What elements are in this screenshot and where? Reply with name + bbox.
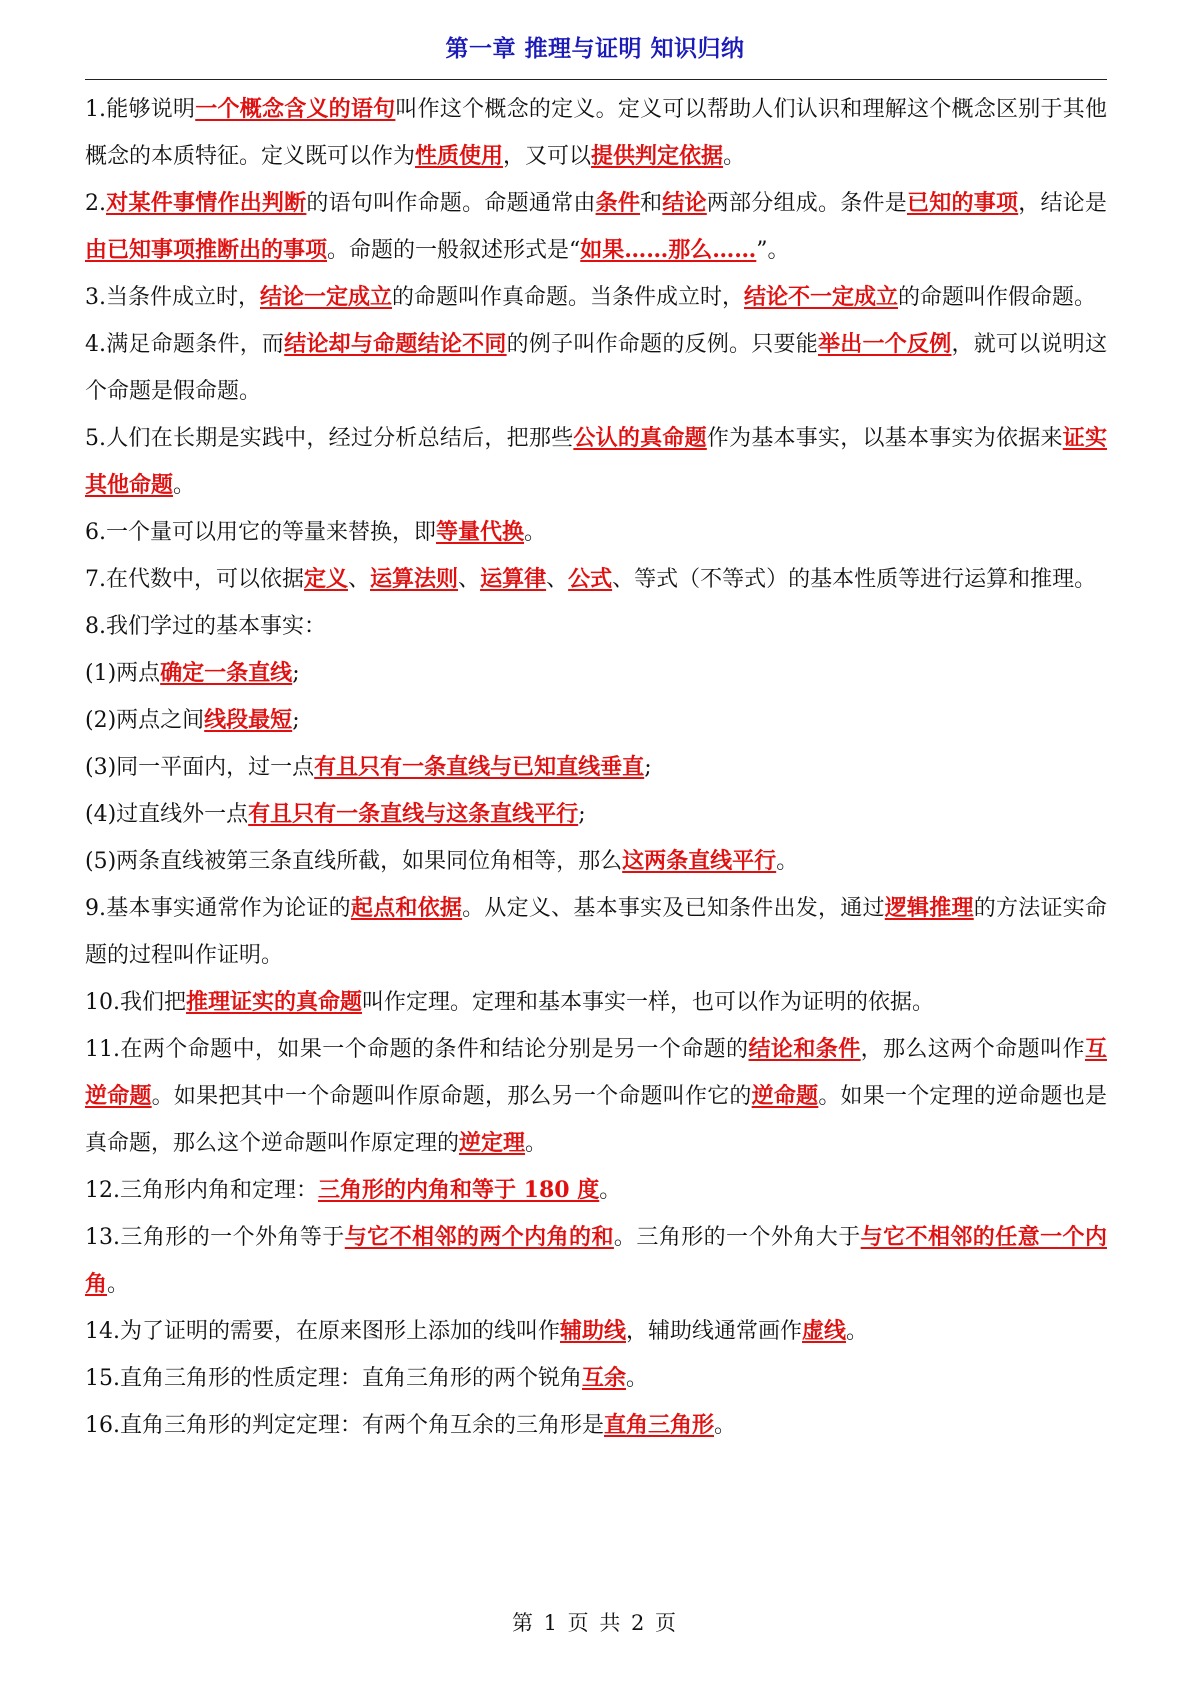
item-text: 16.直角三角形的判定定理：有两个角互余的三角形是 — [85, 1413, 604, 1438]
knowledge-item — [85, 603, 1107, 650]
item-text: 作为基本事实，以基本事实为依据来 — [706, 426, 1063, 451]
item-text: (1)两点 — [85, 661, 161, 686]
item-text: 15.直角三角形的性质定理：直角三角形的两个锐角 — [85, 1366, 582, 1391]
item-text: 的命题叫作真命题。当条件成立时， — [392, 285, 745, 310]
item-text: 的命题叫作假命题。 — [898, 285, 1097, 310]
item-text: 。如果一个定理的逆命题也是真命题，那么这个逆命题叫作原定理的 — [85, 1084, 1107, 1156]
item-text: (3)同一平面内，过一点 — [85, 755, 315, 780]
item-text: ，就可以说明这个命题是假命题。 — [85, 332, 1107, 404]
item-text: 3.当条件成立时， — [85, 285, 260, 310]
item-text: 。 — [107, 1272, 130, 1297]
knowledge-item — [85, 1355, 1107, 1402]
item-text: 。三角形的一个外角大于 — [613, 1225, 861, 1250]
item-text: 14.为了证明的需要，在原来图形上添加的线叫作 — [85, 1319, 560, 1344]
item-text: 2. — [85, 191, 106, 216]
item-text: 。 — [723, 144, 746, 169]
item-text: 和 — [640, 191, 663, 216]
item-text: ; — [644, 755, 652, 780]
item-text: 1.能够说明 — [85, 97, 196, 122]
item-text: (5)两条直线被第三条直线所截，如果同位角相等，那么 — [85, 849, 623, 874]
item-text: ，辅助线通常画作 — [626, 1319, 803, 1344]
key-term: 线段最短 — [204, 707, 293, 733]
key-term: 运算法则 — [370, 566, 459, 592]
item-text: 的语句叫作命题。命题通常由 — [306, 191, 596, 216]
key-term: 有且只有一条直线与已知直线垂直 — [314, 754, 645, 780]
item-text: 5.人们在长期是实践中，经过分析总结后，把那些 — [85, 426, 574, 451]
item-text: 。 — [524, 520, 547, 545]
key-term: 逆命题 — [751, 1083, 819, 1109]
key-term: 结论一定成立 — [260, 284, 393, 310]
key-term: 互逆命题 — [85, 1036, 1107, 1109]
page-title: 第一章 推理与证明 知识归纳 — [445, 35, 745, 62]
item-text: 13.三角形的一个外角等于 — [85, 1225, 345, 1250]
knowledge-item — [85, 650, 1107, 697]
key-term: 提供判定依据 — [591, 143, 724, 169]
item-text: 。 — [846, 1319, 869, 1344]
key-term: 起点和依据 — [350, 895, 463, 921]
item-text: 两部分组成。条件是 — [706, 191, 907, 216]
knowledge-item — [85, 979, 1107, 1026]
key-term: 对某件事情作出判断 — [106, 190, 307, 216]
knowledge-item — [85, 885, 1107, 979]
item-text: ，那么这两个命题叫作 — [860, 1037, 1085, 1062]
key-term: 推理证实的真命题 — [186, 989, 363, 1015]
key-term: 性质使用 — [415, 143, 504, 169]
item-text: 的例子叫作命题的反例。只要能 — [506, 332, 819, 357]
item-text: ，又可以 — [503, 144, 592, 169]
knowledge-item — [85, 744, 1107, 791]
knowledge-item — [85, 697, 1107, 744]
knowledge-item — [85, 1214, 1107, 1308]
knowledge-item — [85, 321, 1107, 415]
key-term: 一个概念含义的语句 — [195, 96, 396, 122]
item-text: (2)两点之间 — [85, 708, 205, 733]
key-term: 运算律 — [480, 566, 547, 592]
knowledge-item — [85, 509, 1107, 556]
key-term: 与它不相邻的任意一个内角 — [85, 1224, 1107, 1297]
item-text: 。 — [776, 849, 799, 874]
knowledge-item — [85, 180, 1107, 274]
key-term: 公式 — [568, 566, 613, 592]
knowledge-item — [85, 556, 1107, 603]
knowledge-item — [85, 1026, 1107, 1167]
item-text: ; — [578, 802, 586, 827]
key-term: 由已知事项推断出的事项 — [85, 237, 328, 263]
key-term: 定义 — [304, 566, 349, 592]
item-text: 、等式（不等式）的基本性质等进行运算和推理。 — [612, 567, 1097, 592]
key-term: 确定一条直线 — [160, 660, 293, 686]
knowledge-list — [85, 86, 1107, 1449]
item-text: 。 — [173, 473, 196, 498]
item-text: 。 — [525, 1131, 548, 1156]
item-text: ”。 — [756, 238, 790, 263]
key-term: 结论 — [662, 190, 707, 216]
knowledge-item — [85, 1308, 1107, 1355]
key-term: 有且只有一条直线与这条直线平行 — [248, 801, 579, 827]
knowledge-item — [85, 274, 1107, 321]
item-text: ; — [292, 708, 300, 733]
key-term: 等量代换 — [436, 519, 525, 545]
item-text: 6.一个量可以用它的等量来替换，即 — [85, 520, 436, 545]
knowledge-item — [85, 86, 1107, 180]
item-text: 。命题的一般叙述形式是“ — [327, 238, 581, 263]
key-term: 逆定理 — [459, 1130, 526, 1156]
key-term: 条件 — [595, 190, 641, 216]
item-text: 叫作定理。定理和基本事实一样，也可以作为证明的依据。 — [362, 990, 935, 1015]
key-term: 证实其他命题 — [85, 425, 1107, 498]
item-text: 9.基本事实通常作为论证的 — [85, 896, 351, 921]
key-term: 结论和条件 — [748, 1036, 861, 1062]
key-term: 举出一个反例 — [818, 331, 952, 357]
key-term: 直角三角形 — [604, 1412, 715, 1438]
item-text: 、 — [348, 567, 371, 592]
knowledge-item — [85, 791, 1107, 838]
item-text: 叫作这个概念的定义。定义可以帮助人们认识和理解这个概念区别于其他概念的本质特征。定义既可以作为 — [85, 97, 1107, 169]
item-text: ; — [292, 661, 300, 686]
item-text: 8.我们学过的基本事实： — [85, 614, 326, 639]
item-text: 7.在代数中，可以依据 — [85, 567, 304, 592]
key-term: 结论却与命题结论不同 — [284, 331, 507, 357]
key-term: 辅助线 — [560, 1318, 627, 1344]
item-text: 的方法证实命题的过程叫作证明。 — [85, 896, 1107, 968]
key-term: 互余 — [582, 1365, 627, 1391]
item-text: 。如果把其中一个命题叫作原命题，那么另一个命题叫作它的 — [151, 1084, 752, 1109]
item-text: 4.满足命题条件，而 — [85, 332, 285, 357]
key-term: 结论不一定成立 — [744, 284, 899, 310]
key-term: 公认的真命题 — [573, 425, 707, 451]
item-text: (4)过直线外一点 — [85, 802, 249, 827]
key-term: 这两条直线平行 — [622, 848, 777, 874]
knowledge-item — [85, 415, 1107, 509]
key-term: 逻辑推理 — [884, 895, 974, 921]
knowledge-item — [85, 1167, 1107, 1214]
item-text: 10.我们把 — [85, 990, 186, 1015]
page-footer: 第 1 页 共 2 页 — [511, 1611, 679, 1635]
key-term: 已知的事项 — [906, 190, 1019, 216]
item-text: 、 — [458, 567, 481, 592]
item-text: 。 — [626, 1366, 649, 1391]
key-term: 与它不相邻的两个内角的和 — [344, 1224, 614, 1250]
item-text: 。 — [599, 1178, 622, 1203]
item-text: ，结论是 — [1018, 191, 1107, 216]
key-term: 虚线 — [802, 1318, 847, 1344]
item-text: 11.在两个命题中，如果一个命题的条件和结论分别是另一个命题的 — [85, 1037, 749, 1062]
knowledge-item — [85, 838, 1107, 885]
knowledge-item — [85, 1402, 1107, 1449]
item-text: 。从定义、基本事实及已知条件出发，通过 — [462, 896, 885, 921]
item-text: 12.三角形内角和定理： — [85, 1178, 318, 1203]
key-term: 如果……那么…… — [580, 237, 757, 263]
title-divider — [85, 79, 1107, 80]
key-term: 三角形的内角和等于 180 度 — [318, 1177, 600, 1203]
item-text: 。 — [714, 1413, 737, 1438]
item-text: 、 — [546, 567, 569, 592]
